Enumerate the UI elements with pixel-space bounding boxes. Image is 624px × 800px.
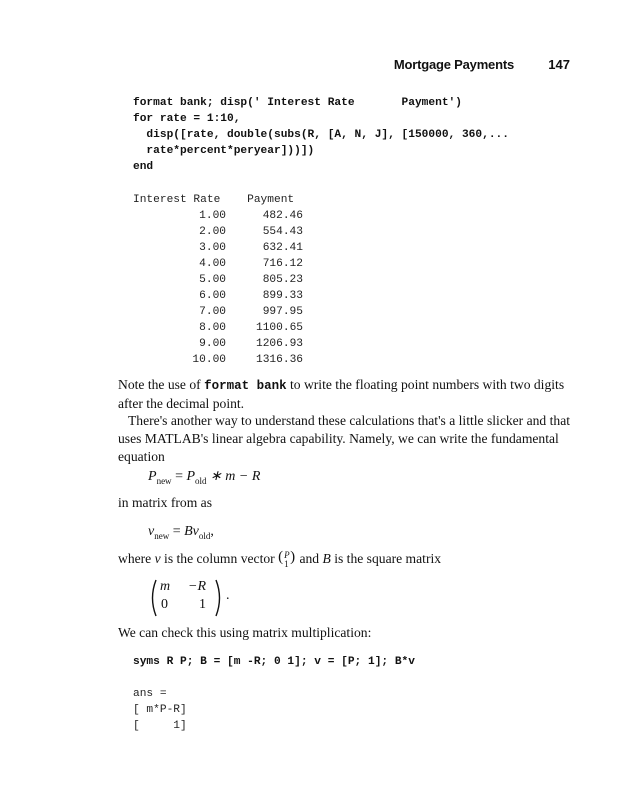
table-row <box>133 352 333 368</box>
paragraph-format-bank <box>118 376 578 413</box>
eq1-rhs-var: P <box>186 469 196 484</box>
table-cell-payment: 716.12 <box>262 258 303 270</box>
table-header: Interest Rate Payment <box>133 194 295 206</box>
output-line: ans = <box>133 688 167 700</box>
para3-text: in matrix from as <box>118 495 213 510</box>
matrix-cell-d: 1 <box>199 597 206 612</box>
running-header-title: Mortgage Payments <box>393 57 514 72</box>
output-table <box>133 192 333 364</box>
code-block-disp-loop <box>133 95 509 175</box>
table-row <box>133 336 333 352</box>
eq2-eq: = <box>169 524 185 539</box>
code-line: disp([rate, double(subs(R, [A, N, J], [150000, 360,... <box>133 129 509 141</box>
table-cell-rate: 1.00 <box>199 210 226 222</box>
table-row <box>133 256 333 272</box>
matrix-end-period: . <box>226 588 230 603</box>
table-row <box>133 208 333 224</box>
page-number: 147 <box>548 57 570 72</box>
paragraph-column-vector <box>118 550 578 568</box>
eq2-rhs-sub: old <box>198 530 211 541</box>
table-cell-payment: 1316.36 <box>256 354 303 366</box>
code-line: syms R P; B = [m -R; 0 1]; v = [P; 1]; B*v <box>133 656 415 668</box>
table-row <box>133 224 333 240</box>
table-cell-payment: 899.33 <box>262 290 303 302</box>
vector-top: P <box>284 550 290 560</box>
matrix-cell-a: m <box>160 579 171 594</box>
table-row <box>133 320 333 336</box>
eq2-tail: , <box>210 524 214 539</box>
para1-post: to write the floating point numbers with two digits after the decimal point. <box>118 377 565 411</box>
matrix-cell-c: 0 <box>161 597 168 612</box>
table-cell-rate: 8.00 <box>199 322 226 334</box>
table-row <box>133 272 333 288</box>
table-cell-rate: 4.00 <box>199 258 226 270</box>
inline-code-format-bank: format bank <box>204 379 287 393</box>
para5-text: We can check this using matrix multiplication: <box>118 625 372 640</box>
table-cell-payment: 632.41 <box>262 242 303 254</box>
table-row <box>133 240 333 256</box>
table-cell-payment: 805.23 <box>262 274 303 286</box>
table-cell-payment: 1100.65 <box>256 322 303 334</box>
para4-mid2: and <box>296 551 323 566</box>
paragraph-check <box>118 624 578 642</box>
eq1-rest: ∗ m − R <box>206 469 261 484</box>
code-line: format bank; disp(' Interest Rate Payment') <box>133 97 462 109</box>
para4-v: v <box>154 551 161 566</box>
matrix-cell-b: −R <box>188 579 206 594</box>
code-line: rate*percent*peryear]))]) <box>133 145 315 157</box>
code-block-syms <box>133 654 415 670</box>
equation-matrix-form <box>148 524 214 541</box>
vector-bottom: 1 <box>284 559 289 569</box>
inline-column-vector: ( P 1 ) <box>278 550 296 566</box>
table-cell-payment: 554.43 <box>262 226 303 238</box>
table-cell-rate: 9.00 <box>199 338 226 350</box>
table-rows <box>133 208 333 368</box>
output-line: [ m*P-R] <box>133 704 187 716</box>
table-cell-rate: 7.00 <box>199 306 226 318</box>
table-cell-rate: 3.00 <box>199 242 226 254</box>
para4-b: B <box>322 551 331 566</box>
code-line: end <box>133 161 154 173</box>
para4-mid: is the column vector <box>160 551 279 566</box>
table-cell-rate: 6.00 <box>199 290 226 302</box>
eq2-lhs-var: v <box>148 524 155 539</box>
table-cell-payment: 997.95 <box>262 306 303 318</box>
output-line: [ 1] <box>133 720 187 732</box>
code-line: for rate = 1:10, <box>133 113 241 125</box>
paragraph-linear-algebra <box>118 412 578 466</box>
table-cell-payment: 482.46 <box>262 210 303 222</box>
table-row <box>133 304 333 320</box>
para4-post: is the square matrix <box>330 551 442 566</box>
para2-text: There's another way to understand these calculations that's a little slicker and that uses MATLAB's linear algebra capability. Namely, we can write the fundamental equation <box>118 413 571 464</box>
table-row <box>133 288 333 304</box>
table-cell-rate: 10.00 <box>192 354 226 366</box>
para1-pre: Note the use of <box>118 377 205 392</box>
eq2-rhs-var: Bv <box>184 524 199 539</box>
equation-fundamental: $P_{new} = P_{old}$ ∗ m − R <box>148 469 261 486</box>
table-cell-rate: 5.00 <box>199 274 226 286</box>
paragraph-matrix-form <box>118 494 578 512</box>
table-cell-rate: 2.00 <box>199 226 226 238</box>
square-matrix-b <box>148 578 238 614</box>
table-cell-payment: 1206.93 <box>256 338 303 350</box>
eq1-lhs-sub: new <box>156 475 172 486</box>
eq1-rhs-sub: old <box>195 475 207 486</box>
output-ans <box>133 686 187 734</box>
eq1-lhs-var: P <box>148 469 157 484</box>
eq2-lhs-sub: new <box>154 530 170 541</box>
para4-pre: where <box>118 551 155 566</box>
